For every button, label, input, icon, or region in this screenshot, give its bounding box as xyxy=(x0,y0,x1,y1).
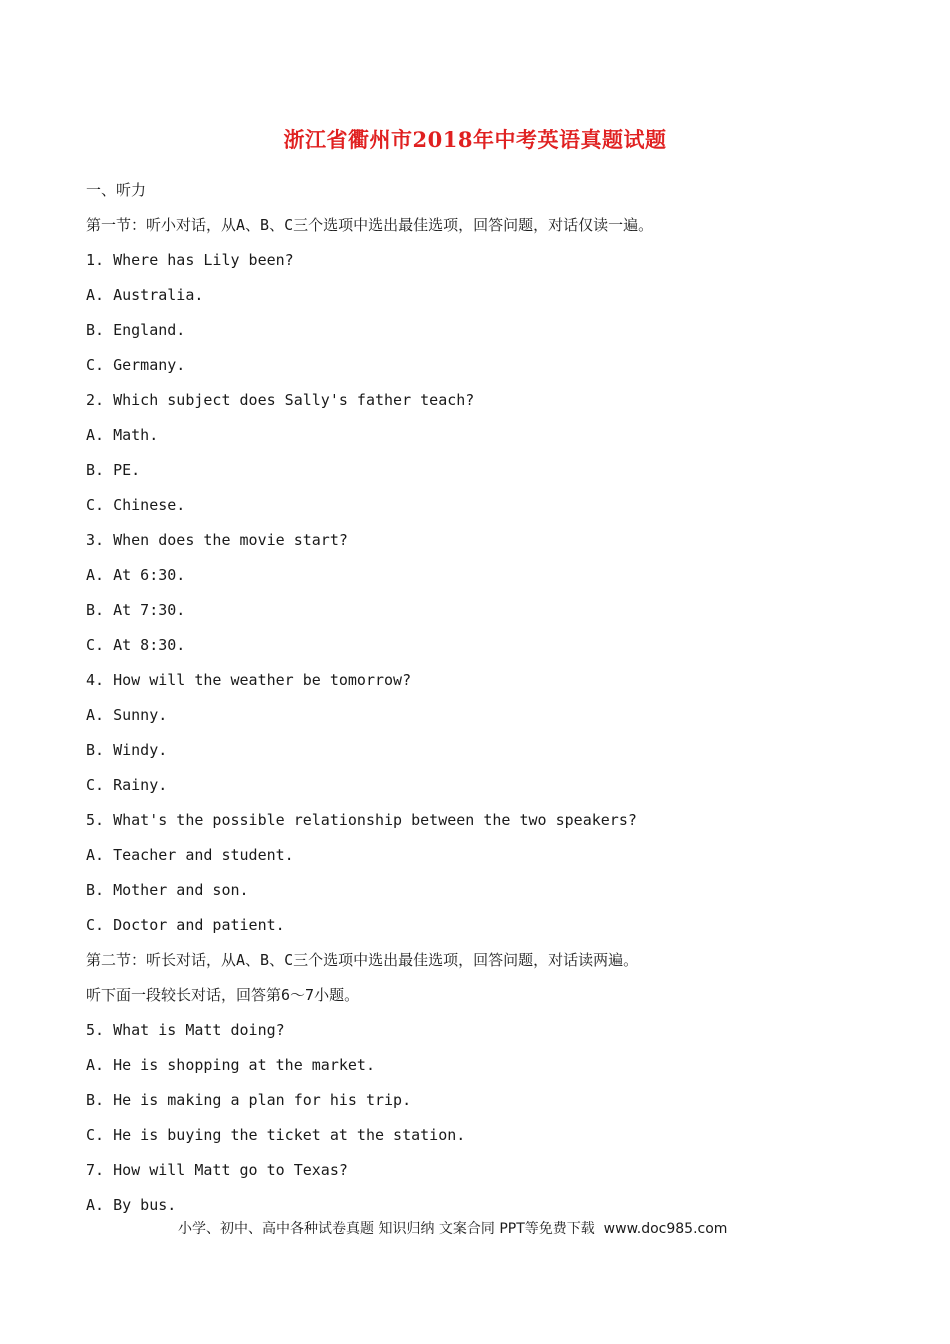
sub-instruction: 听下面一段较长对话，回答第6～7小题。 xyxy=(86,986,360,1004)
option: C. At 8:30. xyxy=(86,636,186,654)
question: 7. How will Matt go to Texas? xyxy=(86,1161,348,1179)
section-heading: 一、听力 xyxy=(86,181,147,199)
part-instruction: 第二节：听长对话，从A、B、C三个选项中选出最佳选项，回答问题，对话读两遍。 xyxy=(86,951,639,969)
option: B. Windy. xyxy=(86,741,168,759)
question: 3. When does the movie start? xyxy=(86,531,348,549)
option: A. Teacher and student. xyxy=(86,846,294,864)
option: C. Chinese. xyxy=(86,496,186,514)
question: 5. What is Matt doing? xyxy=(86,1021,285,1039)
question: 1. Where has Lily been? xyxy=(86,251,294,269)
option: C. He is buying the ticket at the station. xyxy=(86,1126,466,1144)
exam-content xyxy=(86,176,886,1226)
option: C. Rainy. xyxy=(86,776,168,794)
option: C. Germany. xyxy=(86,356,186,374)
option: B. Mother and son. xyxy=(86,881,249,899)
footer-banner: 小学、初中、高中各种试卷真题 知识归纳 文案合同 PPT等免费下载 www.doc985.com xyxy=(178,1221,728,1237)
option: A. Math. xyxy=(86,426,159,444)
option: B. PE. xyxy=(86,461,141,479)
question: 2. Which subject does Sally's father teach? xyxy=(86,391,475,409)
option: B. He is making a plan for his trip. xyxy=(86,1091,412,1109)
option: A. By bus. xyxy=(86,1196,177,1214)
part-instruction: 第一节：听小对话，从A、B、C三个选项中选出最佳选项，回答问题，对话仅读一遍。 xyxy=(86,216,654,234)
document-title: 浙江省衢州市2018年中考英语真题试题 xyxy=(283,127,667,152)
option: A. Sunny. xyxy=(86,706,168,724)
option: B. England. xyxy=(86,321,186,339)
option: B. At 7:30. xyxy=(86,601,186,619)
option: A. Australia. xyxy=(86,286,204,304)
option: A. He is shopping at the market. xyxy=(86,1056,375,1074)
question: 4. How will the weather be tomorrow? xyxy=(86,671,412,689)
option: A. At 6:30. xyxy=(86,566,186,584)
question: 5. What's the possible relationship between the two speakers? xyxy=(86,811,637,829)
option: C. Doctor and patient. xyxy=(86,916,285,934)
